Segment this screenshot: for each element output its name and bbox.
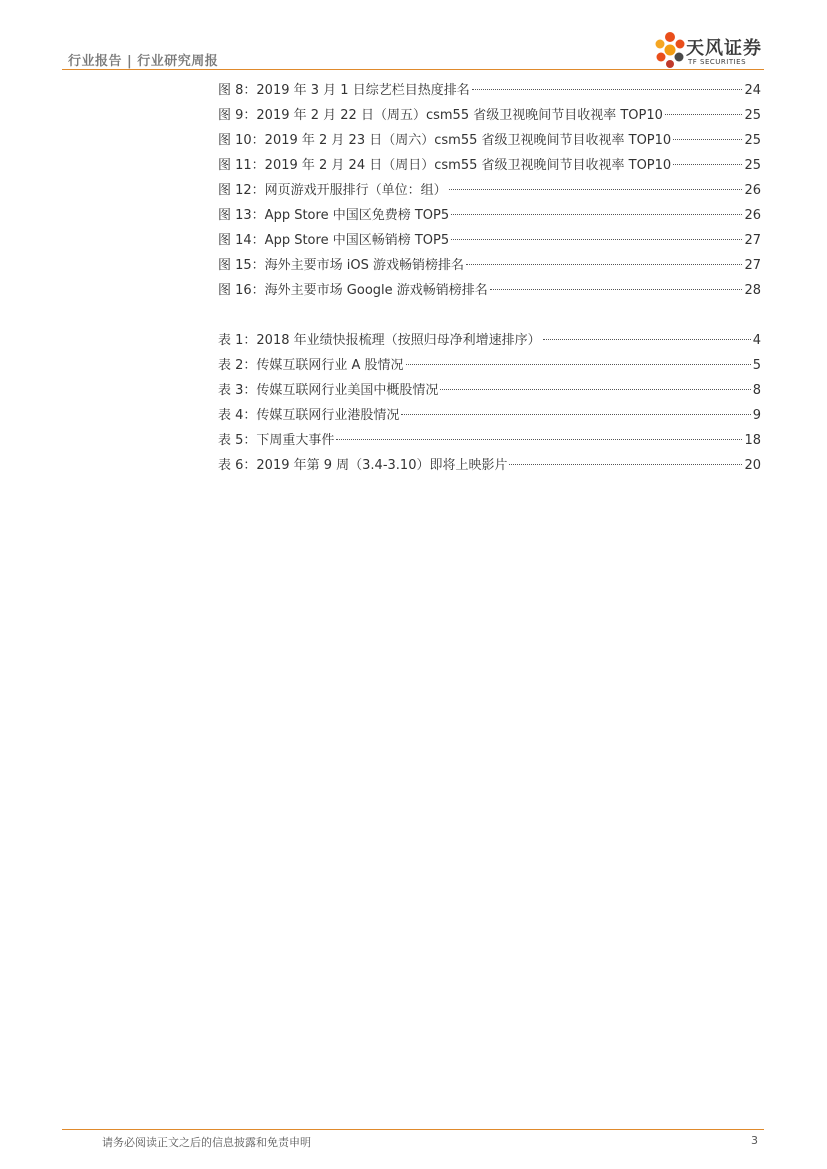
toc-leader-dots [490,288,743,290]
toc-entry-label: 表 3：传媒互联网行业美国中概股情况 [218,383,439,398]
toc-entry-figure-14[interactable] [218,228,761,253]
toc-page-number: 28 [744,283,761,298]
toc-entry-table-1[interactable] [218,328,761,353]
toc-entry-table-6[interactable] [218,453,761,478]
toc-leader-dots [451,213,742,215]
header-divider [62,69,764,70]
toc-entry-figure-9[interactable] [218,103,761,128]
toc-entry-label: 图 14：App Store 中国区畅销榜 TOP5 [218,233,450,248]
toc-page-number: 27 [744,258,761,273]
header-label: 行业报告 | 行业研究周报 [68,54,219,69]
toc-entry-figure-13[interactable] [218,203,761,228]
table-list [218,328,761,478]
toc-entry-figure-8[interactable] [218,78,761,103]
toc-leader-dots [665,113,743,115]
toc-entry-label: 表 5：下周重大事件 [218,433,335,448]
toc-page-number: 5 [752,358,761,373]
toc-leader-dots [451,238,742,240]
toc-entry-figure-16[interactable] [218,278,761,303]
footer-disclaimer: 请务必阅读正文之后的信息披露和免责申明 [102,1136,311,1149]
toc-entry-figure-11[interactable] [218,153,761,178]
toc-entry-label: 表 2：传媒互联网行业 A 股情况 [218,358,404,373]
toc-entry-label: 图 11：2019 年 2 月 24 日（周日）csm55 省级卫视晚间节目收视率 TOP10 [218,158,672,173]
footer-page-number: 3 [751,1134,758,1147]
toc-leader-dots [449,188,743,190]
logo-text-en: TF SECURITIES [688,58,747,66]
toc-leader-dots [336,438,742,440]
toc-page-number: 4 [752,333,761,348]
toc-entry-table-3[interactable] [218,378,761,403]
toc-leader-dots [673,163,742,165]
toc-page-number: 9 [752,408,761,423]
toc-leader-dots [543,338,751,340]
toc-entry-figure-12[interactable] [218,178,761,203]
toc-page-number: 26 [744,183,761,198]
table-of-contents [218,78,761,478]
flower-logo-icon [652,28,688,72]
toc-leader-dots [466,263,742,265]
toc-entry-table-5[interactable] [218,428,761,453]
toc-entry-label: 表 6：2019 年第 9 周（3.4-3.10）即将上映影片 [218,458,508,473]
toc-page-number: 20 [744,458,761,473]
toc-entry-label: 图 16：海外主要市场 Google 游戏畅销榜排名 [218,283,488,298]
toc-entry-label: 表 1：2018 年业绩快报梳理（按照归母净利增速排序） [218,333,541,348]
company-logo [652,28,772,72]
toc-entry-table-2[interactable] [218,353,761,378]
toc-entry-label: 图 13：App Store 中国区免费榜 TOP5 [218,208,450,223]
footer-divider [62,1129,764,1130]
toc-page-number: 25 [744,158,761,173]
toc-page-number: 25 [744,133,761,148]
toc-entry-label: 图 12：网页游戏开服排行（单位：组） [218,183,447,198]
toc-entry-label: 图 9：2019 年 2 月 22 日（周五）csm55 省级卫视晚间节目收视率 TOP10 [218,108,663,123]
toc-leader-dots [401,413,750,415]
toc-leader-dots [440,388,750,390]
toc-page-number: 24 [744,83,761,98]
toc-page-number: 26 [744,208,761,223]
toc-page-number: 25 [744,108,761,123]
toc-entry-table-4[interactable] [218,403,761,428]
toc-entry-label: 表 4：传媒互联网行业港股情况 [218,408,400,423]
figure-list [218,78,761,303]
logo-text-cn: 天风证券 [686,38,762,59]
toc-page-number: 18 [744,433,761,448]
toc-leader-dots [509,463,742,465]
toc-entry-figure-15[interactable] [218,253,761,278]
toc-leader-dots [406,363,751,365]
toc-entry-label: 图 15：海外主要市场 iOS 游戏畅销榜排名 [218,258,465,273]
toc-page-number: 27 [744,233,761,248]
toc-entry-label: 图 8：2019 年 3 月 1 日综艺栏目热度排名 [218,83,470,98]
toc-leader-dots [673,138,742,140]
toc-entry-figure-10[interactable] [218,128,761,153]
toc-page-number: 8 [752,383,761,398]
toc-leader-dots [472,88,743,90]
toc-entry-label: 图 10：2019 年 2 月 23 日（周六）csm55 省级卫视晚间节目收视率 TOP10 [218,133,672,148]
